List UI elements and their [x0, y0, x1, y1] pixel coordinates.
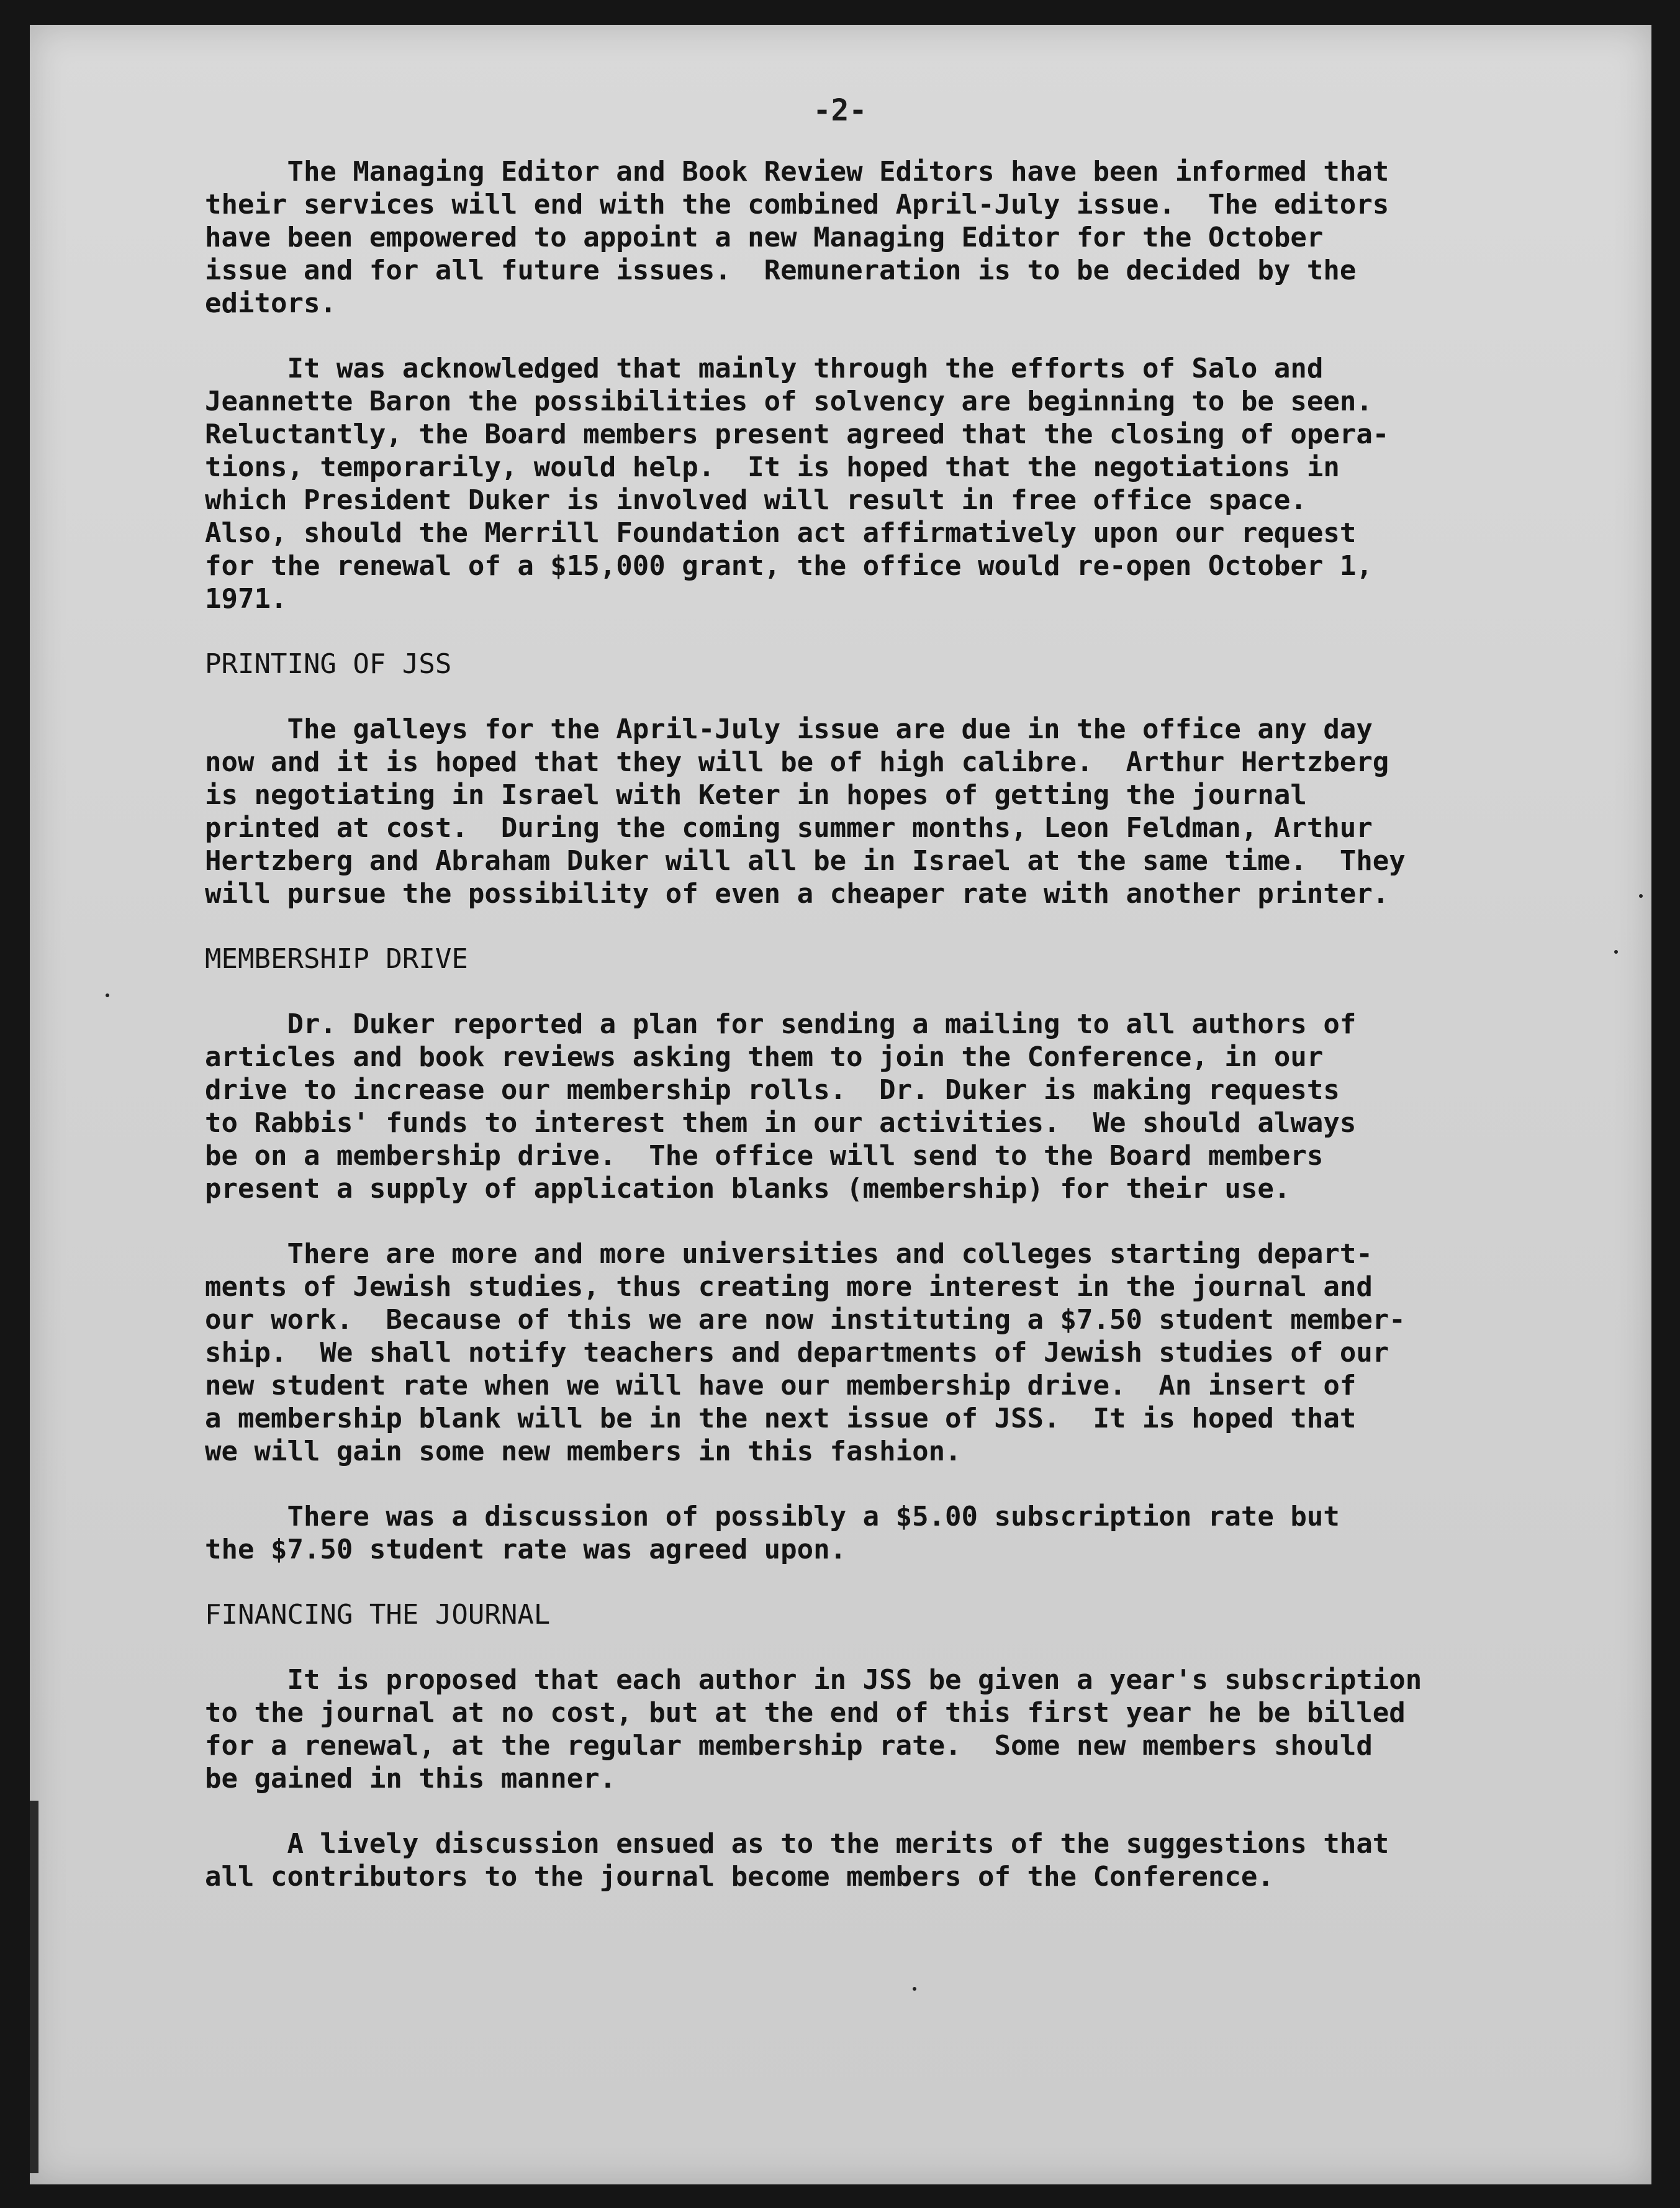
text-line: for a renewal, at the regular membership rate. Some new members should: [205, 1730, 1373, 1762]
document-body: [205, 155, 1633, 1925]
text-line: new student rate when we will have our membership drive. An insert of: [205, 1370, 1357, 1401]
text-line: tions, temporarily, would help. It is hoped that the negotiations in: [205, 451, 1340, 483]
text-line: will pursue the possibility of even a cheaper rate with another printer.: [205, 878, 1389, 910]
text-line: for the renewal of a $15,000 grant, the office would re-open October 1,: [205, 550, 1373, 582]
text-line: printed at cost. During the coming summer months, Leon Feldman, Arthur: [205, 812, 1373, 844]
ink-speck: [913, 1987, 916, 1991]
text-line: be gained in this manner.: [205, 1763, 616, 1794]
text-line: the $7.50 student rate was agreed upon.: [205, 1534, 847, 1565]
text-line: to the journal at no cost, but at the end of this first year he be billed: [205, 1697, 1406, 1729]
text-line: issue and for all future issues. Remuneration is to be decided by the: [205, 255, 1357, 286]
text-line: Reluctantly, the Board members present agreed that the closing of opera-: [205, 419, 1389, 450]
text-line: we will gain some new members in this fashion.: [205, 1436, 962, 1467]
paragraph: [205, 1827, 1633, 1893]
text-line: to Rabbis' funds to interest them in our activities. We should always: [205, 1107, 1357, 1139]
section-heading: PRINTING OF JSS: [205, 648, 452, 680]
text-line: Also, should the Merrill Foundation act affirmatively upon our request: [205, 517, 1357, 549]
text-line: all contributors to the journal become members of the Conference.: [205, 1861, 1274, 1893]
text-line: be on a membership drive. The office will send to the Board members: [205, 1140, 1324, 1172]
text-line: ments of Jewish studies, thus creating more interest in the journal and: [205, 1271, 1373, 1303]
ink-speck: [1614, 950, 1618, 954]
paper-edge-shadow: [30, 1801, 38, 2173]
text-line: a membership blank will be in the next issue of JSS. It is hoped that: [205, 1403, 1357, 1434]
text-line: which President Duker is involved will result in free office space.: [205, 484, 1307, 516]
page-number: -2-: [813, 93, 867, 128]
text-line: drive to increase our membership rolls. Dr. Duker is making requests: [205, 1074, 1340, 1106]
text-line: their services will end with the combined April-July issue. The editors: [205, 189, 1389, 220]
text-line: present a supply of application blanks (membership) for their use.: [205, 1173, 1291, 1205]
text-line: 1971.: [205, 583, 287, 615]
text-line: It was acknowledged that mainly through the efforts of Salo and: [205, 353, 1324, 384]
text-line: articles and book reviews asking them to join the Conference, in our: [205, 1041, 1324, 1073]
text-line: ship. We shall notify teachers and departments of Jewish studies of our: [205, 1337, 1389, 1369]
text-line: Dr. Duker reported a plan for sending a mailing to all authors of: [205, 1008, 1357, 1040]
text-line: The galleys for the April-July issue are due in the office any day: [205, 713, 1373, 745]
text-line: It is proposed that each author in JSS be given a year's subscription: [205, 1664, 1422, 1696]
text-line: our work. Because of this we are now instituting a $7.50 student member-: [205, 1304, 1406, 1336]
paragraph: [205, 1237, 1633, 1468]
text-line: now and it is hoped that they will be of high calibre. Arthur Hertzberg: [205, 746, 1389, 778]
paragraph: [205, 155, 1633, 320]
paragraph: [205, 1663, 1633, 1795]
text-line: have been empowered to appoint a new Managing Editor for the October: [205, 222, 1324, 253]
text-line: There are more and more universities and colleges starting depart-: [205, 1238, 1373, 1270]
text-line: is negotiating in Israel with Keter in hopes of getting the journal: [205, 779, 1307, 811]
text-line: Hertzberg and Abraham Duker will all be in Israel at the same time. They: [205, 845, 1406, 877]
section-heading: FINANCING THE JOURNAL: [205, 1599, 551, 1631]
ink-speck: [106, 993, 109, 997]
text-line: There was a discussion of possibly a $5.00 subscription rate but: [205, 1501, 1340, 1532]
paragraph: [205, 352, 1633, 615]
section-heading: MEMBERSHIP DRIVE: [205, 943, 468, 975]
ink-speck: [1639, 894, 1643, 898]
text-line: editors.: [205, 287, 336, 319]
text-line: Jeannette Baron the possibilities of solvency are beginning to be seen.: [205, 386, 1373, 417]
paragraph: [205, 713, 1633, 910]
text-line: The Managing Editor and Book Review Editors have been informed that: [205, 156, 1389, 188]
paragraph: [205, 1500, 1633, 1566]
text-line: A lively discussion ensued as to the merits of the suggestions that: [205, 1828, 1389, 1860]
paragraph: [205, 1008, 1633, 1205]
